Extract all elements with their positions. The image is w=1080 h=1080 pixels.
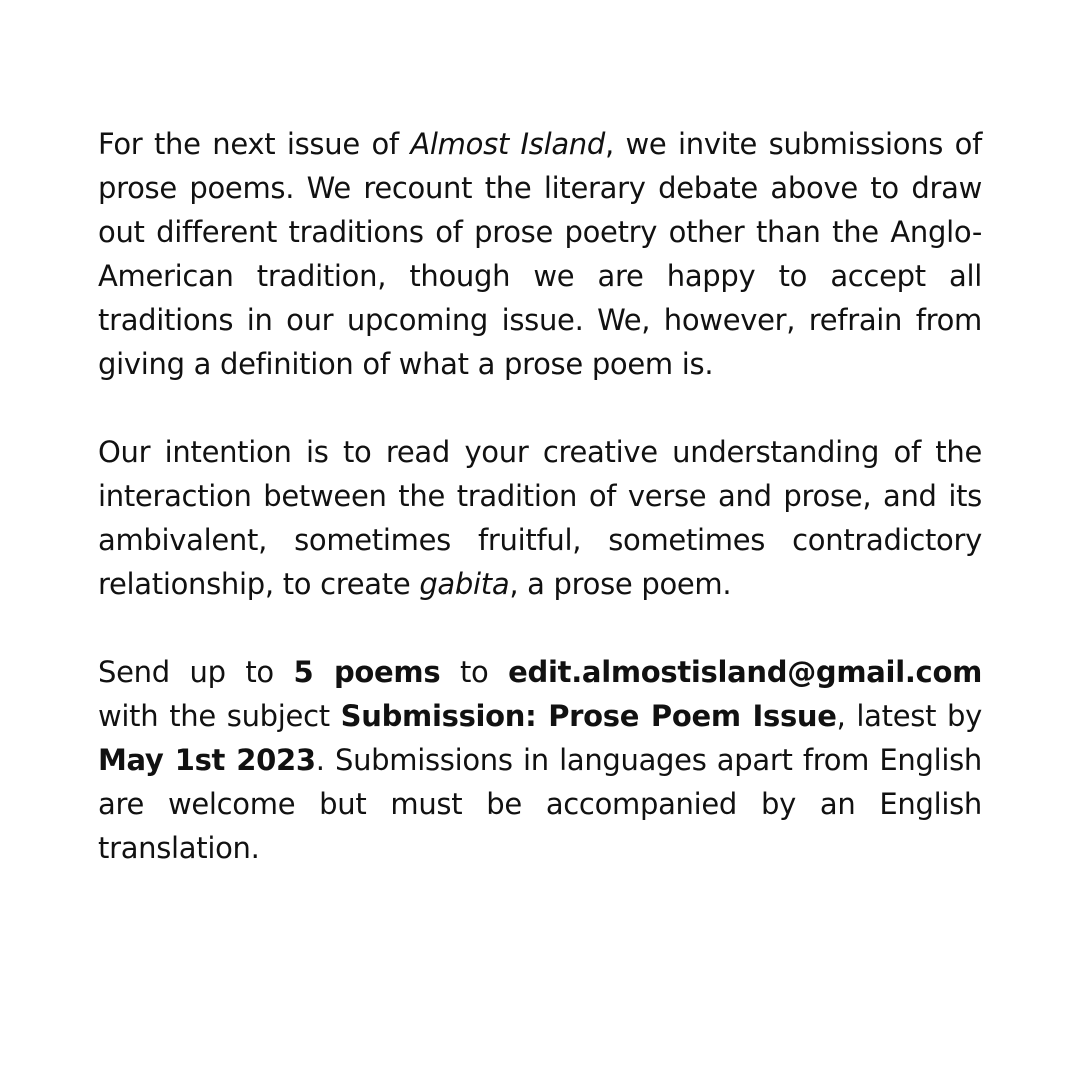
submission-call-text (98, 122, 982, 870)
instructions-paragraph (98, 650, 982, 870)
instructions-latest: , latest by (836, 699, 982, 733)
intro-text-start: For the next issue of (98, 127, 411, 161)
deadline-date: May 1st 2023 (98, 743, 316, 777)
journal-title: Almost Island (410, 127, 605, 161)
intention-text-start: Our intention is to read your creative understanding of the interaction between the tradition of verse and prose, and its ambivalent, sometimes fruitful, sometimes contradictory relationship, to create (98, 435, 982, 601)
submission-email: edit.almostisland@gmail.com (508, 655, 982, 689)
instructions-send: Send up to (98, 655, 294, 689)
poem-count: 5 poems (293, 655, 441, 689)
intention-text-end: , a prose poem. (509, 567, 732, 601)
intro-paragraph (98, 122, 982, 386)
gabita-term: gabita (419, 567, 510, 601)
instructions-languages: . Submissions in languages apart from English are welcome but must be accompanied by an English translation. (98, 743, 982, 865)
intro-text-rest: , we invite submissions of prose poems. We recount the literary debate above to draw out different traditions of prose poetry other than the Anglo-American tradition, though we are happy to accept all traditions in our upcoming issue. We, however, refrain from giving a definition of what a prose poem is. (98, 127, 983, 381)
intention-paragraph (98, 430, 982, 606)
instructions-to: to (440, 655, 509, 689)
instructions-subject-label: with the subject (98, 699, 341, 733)
email-subject: Submission: Prose Poem Issue (340, 699, 837, 733)
